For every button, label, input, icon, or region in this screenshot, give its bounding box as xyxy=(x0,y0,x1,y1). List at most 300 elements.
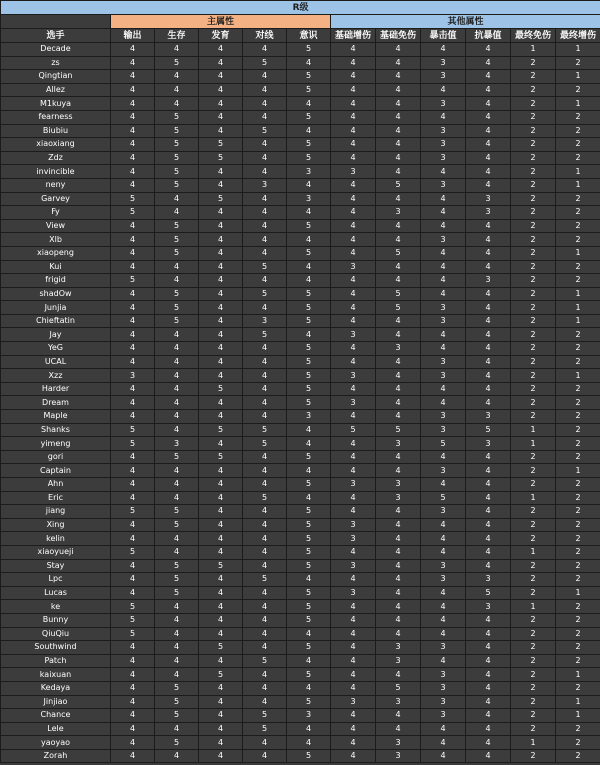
rating-cell: 3 xyxy=(376,478,421,492)
rating-cell: 3 xyxy=(421,464,466,478)
table-row xyxy=(1,192,600,206)
rating-cell: 2 xyxy=(511,233,556,247)
rating-cell: 4 xyxy=(376,165,421,179)
rating-cell: 5 xyxy=(287,355,331,369)
rating-cell: 4 xyxy=(155,545,199,559)
rating-cell: 5 xyxy=(243,573,287,587)
rating-cell: 4 xyxy=(199,491,243,505)
table-row xyxy=(1,314,600,328)
rating-cell: 1 xyxy=(556,586,600,600)
rating-cell: 4 xyxy=(199,260,243,274)
rating-cell: 4 xyxy=(243,641,287,655)
rating-cell: 4 xyxy=(155,274,199,288)
rating-cell: 4 xyxy=(243,532,287,546)
rating-cell: 4 xyxy=(466,654,511,668)
rating-cell: 3 xyxy=(331,396,376,410)
rating-cell: 4 xyxy=(111,532,155,546)
player-name: Ahn xyxy=(1,478,111,492)
rating-cell: 4 xyxy=(466,56,511,70)
rating-cell: 4 xyxy=(421,627,466,641)
rating-cell: 4 xyxy=(243,97,287,111)
rating-cell: 4 xyxy=(376,192,421,206)
table-row xyxy=(1,654,600,668)
rating-cell: 4 xyxy=(287,722,331,736)
player-name: Lpc xyxy=(1,573,111,587)
rating-cell: 5 xyxy=(155,695,199,709)
rating-cell: 4 xyxy=(421,110,466,124)
rating-cell: 4 xyxy=(331,736,376,750)
rating-cell: 4 xyxy=(243,246,287,260)
rating-cell: 3 xyxy=(331,260,376,274)
rating-cell: 2 xyxy=(556,491,600,505)
rating-cell: 4 xyxy=(287,464,331,478)
rating-cell: 3 xyxy=(421,573,466,587)
rating-cell: 4 xyxy=(111,342,155,356)
table-row xyxy=(1,97,600,111)
rating-cell: 4 xyxy=(111,559,155,573)
rating-cell: 2 xyxy=(511,110,556,124)
rating-cell: 2 xyxy=(556,423,600,437)
table-row xyxy=(1,165,600,179)
rating-cell: 4 xyxy=(243,382,287,396)
rating-cell: 4 xyxy=(287,654,331,668)
rating-cell: 4 xyxy=(331,83,376,97)
rating-cell: 3 xyxy=(287,410,331,424)
rating-cell: 4 xyxy=(466,396,511,410)
rating-cell: 4 xyxy=(287,233,331,247)
rating-cell: 2 xyxy=(556,342,600,356)
rating-cell: 4 xyxy=(155,97,199,111)
rating-cell: 5 xyxy=(155,559,199,573)
rating-cell: 1 xyxy=(556,301,600,315)
rating-cell: 5 xyxy=(155,124,199,138)
rating-cell: 4 xyxy=(111,138,155,152)
column-header: 输出 xyxy=(111,29,155,43)
rating-cell: 5 xyxy=(111,192,155,206)
player-name: Eric xyxy=(1,491,111,505)
rating-cell: 5 xyxy=(155,450,199,464)
rating-cell: 4 xyxy=(111,287,155,301)
rating-cell: 5 xyxy=(155,246,199,260)
rating-cell: 5 xyxy=(287,586,331,600)
rating-cell: 4 xyxy=(331,668,376,682)
player-name: YeG xyxy=(1,342,111,356)
rating-cell: 4 xyxy=(421,478,466,492)
rating-cell: 4 xyxy=(199,97,243,111)
table-row xyxy=(1,491,600,505)
table-row xyxy=(1,287,600,301)
rating-cell: 1 xyxy=(556,369,600,383)
rating-cell: 4 xyxy=(466,165,511,179)
player-name: Bunny xyxy=(1,613,111,627)
rating-cell: 4 xyxy=(466,301,511,315)
table-row xyxy=(1,478,600,492)
rating-cell: 3 xyxy=(331,559,376,573)
player-name: Garvey xyxy=(1,192,111,206)
rating-cell: 4 xyxy=(243,70,287,84)
table-row xyxy=(1,83,600,97)
rating-cell: 3 xyxy=(421,668,466,682)
rating-cell: 3 xyxy=(421,423,466,437)
rating-cell: 4 xyxy=(331,654,376,668)
rating-cell: 2 xyxy=(556,505,600,519)
rating-cell: 4 xyxy=(199,301,243,315)
rating-cell: 2 xyxy=(511,450,556,464)
rating-cell: 5 xyxy=(287,70,331,84)
rating-cell: 4 xyxy=(466,43,511,57)
rating-cell: 4 xyxy=(199,233,243,247)
rating-cell: 3 xyxy=(376,437,421,451)
rating-cell: 5 xyxy=(287,382,331,396)
rating-cell: 4 xyxy=(199,287,243,301)
column-header: 选手 xyxy=(1,29,111,43)
rating-cell: 5 xyxy=(155,233,199,247)
table-row xyxy=(1,151,600,165)
rating-cell: 4 xyxy=(199,314,243,328)
player-name: Biubiu xyxy=(1,124,111,138)
rating-cell: 4 xyxy=(376,369,421,383)
rating-cell: 4 xyxy=(243,274,287,288)
rating-cell: 5 xyxy=(287,138,331,152)
rating-cell: 4 xyxy=(331,464,376,478)
rating-cell: 5 xyxy=(376,178,421,192)
rating-cell: 3 xyxy=(376,736,421,750)
rating-cell: 3 xyxy=(287,192,331,206)
player-name: xiaoxiang xyxy=(1,138,111,152)
rating-cell: 5 xyxy=(199,138,243,152)
rating-cell: 4 xyxy=(199,124,243,138)
rating-cell: 4 xyxy=(421,287,466,301)
player-name: Zorah xyxy=(1,749,111,763)
rating-cell: 4 xyxy=(331,627,376,641)
player-name: Qingtian xyxy=(1,70,111,84)
rating-cell: 3 xyxy=(421,695,466,709)
rating-cell: 3 xyxy=(421,709,466,723)
rating-cell: 4 xyxy=(421,206,466,220)
table-row xyxy=(1,559,600,573)
rating-cell: 4 xyxy=(199,219,243,233)
rating-cell: 2 xyxy=(511,382,556,396)
rating-cell: 1 xyxy=(556,246,600,260)
rating-cell: 4 xyxy=(155,423,199,437)
rating-cell: 3 xyxy=(243,178,287,192)
rating-cell: 3 xyxy=(421,233,466,247)
rating-cell: 3 xyxy=(243,314,287,328)
rating-cell: 5 xyxy=(287,518,331,532)
rating-cell: 4 xyxy=(155,328,199,342)
rating-cell: 4 xyxy=(466,314,511,328)
rating-cell: 4 xyxy=(376,573,421,587)
table-row xyxy=(1,301,600,315)
rating-cell: 2 xyxy=(511,314,556,328)
rating-cell: 4 xyxy=(243,219,287,233)
column-header: 基础增伤 xyxy=(331,29,376,43)
rating-cell: 4 xyxy=(199,165,243,179)
rating-cell: 2 xyxy=(556,260,600,274)
table-row xyxy=(1,369,600,383)
rating-cell: 4 xyxy=(111,43,155,57)
rating-cell: 2 xyxy=(511,355,556,369)
table-row xyxy=(1,627,600,641)
table-row xyxy=(1,695,600,709)
rating-cell: 4 xyxy=(466,695,511,709)
rating-cell: 5 xyxy=(287,559,331,573)
rating-cell: 1 xyxy=(511,491,556,505)
player-name: Jinjiao xyxy=(1,695,111,709)
rating-cell: 4 xyxy=(466,532,511,546)
rating-cell: 4 xyxy=(155,83,199,97)
rating-cell: 5 xyxy=(243,709,287,723)
table-row xyxy=(1,138,600,152)
player-name: Kui xyxy=(1,260,111,274)
rating-cell: 2 xyxy=(511,56,556,70)
rating-cell: 1 xyxy=(556,668,600,682)
rating-cell: 1 xyxy=(511,43,556,57)
rating-cell: 5 xyxy=(199,559,243,573)
player-name: gori xyxy=(1,450,111,464)
rating-cell: 2 xyxy=(556,681,600,695)
rating-cell: 2 xyxy=(556,545,600,559)
rating-cell: 2 xyxy=(556,736,600,750)
group-other-attributes: 其他属性 xyxy=(331,15,600,29)
rating-cell: 2 xyxy=(511,301,556,315)
rating-cell: 2 xyxy=(511,274,556,288)
rating-cell: 4 xyxy=(155,70,199,84)
rating-cell: 5 xyxy=(155,138,199,152)
rating-cell: 5 xyxy=(199,641,243,655)
rating-cell: 4 xyxy=(243,668,287,682)
table-row xyxy=(1,233,600,247)
rating-cell: 4 xyxy=(155,396,199,410)
rating-cell: 2 xyxy=(556,654,600,668)
rating-cell: 5 xyxy=(111,437,155,451)
rating-cell: 4 xyxy=(243,559,287,573)
rating-cell: 4 xyxy=(466,559,511,573)
rating-cell: 4 xyxy=(243,110,287,124)
rating-cell: 4 xyxy=(199,355,243,369)
rating-cell: 4 xyxy=(111,151,155,165)
rating-cell: 3 xyxy=(421,369,466,383)
rating-cell: 4 xyxy=(466,722,511,736)
rating-cell: 3 xyxy=(331,518,376,532)
rating-cell: 4 xyxy=(199,736,243,750)
rating-cell: 4 xyxy=(287,56,331,70)
rating-cell: 4 xyxy=(466,328,511,342)
rating-cell: 1 xyxy=(511,437,556,451)
rating-cell: 4 xyxy=(111,654,155,668)
column-header: 生存 xyxy=(155,29,199,43)
rating-cell: 4 xyxy=(421,450,466,464)
rating-cell: 3 xyxy=(421,97,466,111)
rating-cell: 4 xyxy=(376,586,421,600)
table-row xyxy=(1,464,600,478)
rating-cell: 4 xyxy=(331,97,376,111)
rating-cell: 4 xyxy=(331,600,376,614)
rating-cell: 2 xyxy=(511,138,556,152)
rating-cell: 4 xyxy=(199,70,243,84)
rating-cell: 4 xyxy=(376,410,421,424)
rating-cell: 4 xyxy=(466,491,511,505)
rating-cell: 4 xyxy=(331,382,376,396)
rating-cell: 4 xyxy=(111,124,155,138)
table-row xyxy=(1,70,600,84)
rating-cell: 4 xyxy=(199,709,243,723)
table-row xyxy=(1,410,600,424)
rating-cell: 5 xyxy=(155,505,199,519)
rating-cell: 4 xyxy=(376,219,421,233)
rating-cell: 2 xyxy=(556,233,600,247)
rating-cell: 2 xyxy=(556,518,600,532)
player-name: xiaoyueji xyxy=(1,545,111,559)
rating-cell: 4 xyxy=(155,478,199,492)
rating-cell: 4 xyxy=(243,83,287,97)
rating-cell: 2 xyxy=(511,97,556,111)
rating-cell: 4 xyxy=(243,301,287,315)
table-row xyxy=(1,722,600,736)
rating-cell: 4 xyxy=(466,668,511,682)
rating-cell: 5 xyxy=(155,736,199,750)
rating-cell: 4 xyxy=(111,695,155,709)
rating-cell: 5 xyxy=(287,478,331,492)
rating-cell: 4 xyxy=(287,573,331,587)
rating-cell: 2 xyxy=(556,355,600,369)
rating-cell: 5 xyxy=(287,545,331,559)
rating-cell: 4 xyxy=(243,206,287,220)
rating-cell: 4 xyxy=(376,138,421,152)
rating-cell: 4 xyxy=(111,491,155,505)
rating-cell: 2 xyxy=(556,219,600,233)
rating-cell: 5 xyxy=(155,518,199,532)
rating-cell: 4 xyxy=(155,722,199,736)
rating-cell: 2 xyxy=(511,178,556,192)
rating-cell: 5 xyxy=(199,151,243,165)
rating-cell: 2 xyxy=(511,206,556,220)
rating-cell: 5 xyxy=(111,545,155,559)
player-name: Shanks xyxy=(1,423,111,437)
rating-cell: 2 xyxy=(556,627,600,641)
rating-cell: 4 xyxy=(243,478,287,492)
rating-cell: 2 xyxy=(556,749,600,763)
rating-cell: 4 xyxy=(243,138,287,152)
rating-cell: 5 xyxy=(287,301,331,315)
rating-cell: 5 xyxy=(111,600,155,614)
rating-cell: 4 xyxy=(243,600,287,614)
rating-cell: 4 xyxy=(111,464,155,478)
player-name: ke xyxy=(1,600,111,614)
rating-cell: 4 xyxy=(331,709,376,723)
rating-cell: 2 xyxy=(556,192,600,206)
rating-cell: 4 xyxy=(111,382,155,396)
rating-cell: 5 xyxy=(287,314,331,328)
rating-cell: 4 xyxy=(111,573,155,587)
rating-cell: 4 xyxy=(421,586,466,600)
rating-cell: 4 xyxy=(199,749,243,763)
column-header: 意识 xyxy=(287,29,331,43)
rating-cell: 4 xyxy=(243,695,287,709)
rating-cell: 4 xyxy=(331,287,376,301)
rating-cell: 4 xyxy=(243,43,287,57)
rating-cell: 4 xyxy=(111,314,155,328)
rating-cell: 4 xyxy=(376,505,421,519)
rating-cell: 4 xyxy=(466,382,511,396)
rating-cell: 5 xyxy=(287,219,331,233)
rating-cell: 4 xyxy=(243,613,287,627)
rating-cell: 5 xyxy=(421,437,466,451)
rating-cell: 4 xyxy=(331,301,376,315)
rating-cell: 4 xyxy=(199,396,243,410)
rating-cell: 2 xyxy=(511,192,556,206)
table-row xyxy=(1,124,600,138)
rating-cell: 2 xyxy=(511,641,556,655)
rating-cell: 4 xyxy=(466,709,511,723)
rating-cell: 5 xyxy=(155,586,199,600)
table-row xyxy=(1,206,600,220)
player-name: View xyxy=(1,219,111,233)
rating-cell: 2 xyxy=(556,450,600,464)
rating-cell: 4 xyxy=(243,736,287,750)
rating-cell: 3 xyxy=(421,505,466,519)
rating-cell: 2 xyxy=(556,382,600,396)
rating-cell: 4 xyxy=(111,83,155,97)
rating-cell: 4 xyxy=(421,396,466,410)
rating-cell: 4 xyxy=(287,491,331,505)
player-name: Patch xyxy=(1,654,111,668)
rating-cell: 5 xyxy=(287,342,331,356)
rating-cell: 2 xyxy=(511,559,556,573)
rating-cell: 4 xyxy=(111,110,155,124)
rating-cell: 4 xyxy=(421,219,466,233)
rating-cell: 4 xyxy=(243,342,287,356)
rating-cell: 5 xyxy=(111,423,155,437)
rating-cell: 2 xyxy=(511,709,556,723)
table-row xyxy=(1,328,600,342)
rating-cell: 4 xyxy=(466,478,511,492)
rating-cell: 3 xyxy=(466,192,511,206)
rating-cell: 4 xyxy=(155,260,199,274)
rating-cell: 4 xyxy=(466,613,511,627)
rating-cell: 5 xyxy=(243,328,287,342)
table-row xyxy=(1,518,600,532)
rating-cell: 2 xyxy=(556,206,600,220)
rating-cell: 2 xyxy=(511,219,556,233)
rating-cell: 3 xyxy=(466,600,511,614)
rating-cell: 4 xyxy=(287,260,331,274)
rating-cell: 4 xyxy=(376,559,421,573)
rating-cell: 2 xyxy=(511,369,556,383)
rating-cell: 1 xyxy=(556,464,600,478)
rating-cell: 4 xyxy=(421,328,466,342)
rating-cell: 5 xyxy=(287,505,331,519)
rating-cell: 4 xyxy=(199,410,243,424)
rating-cell: 4 xyxy=(155,600,199,614)
rating-cell: 4 xyxy=(243,518,287,532)
rating-cell: 2 xyxy=(511,586,556,600)
rating-cell: 4 xyxy=(111,668,155,682)
rating-cell: 3 xyxy=(331,369,376,383)
rating-cell: 4 xyxy=(331,545,376,559)
player-name: QiuQiu xyxy=(1,627,111,641)
table-row xyxy=(1,668,600,682)
rating-cell: 4 xyxy=(111,410,155,424)
rating-cell: 4 xyxy=(243,410,287,424)
player-name: Xing xyxy=(1,518,111,532)
rating-cell: 2 xyxy=(511,396,556,410)
rating-cell: 4 xyxy=(199,206,243,220)
player-name: Xzz xyxy=(1,369,111,383)
rating-cell: 4 xyxy=(376,396,421,410)
rating-cell: 4 xyxy=(376,532,421,546)
rating-cell: 5 xyxy=(287,246,331,260)
